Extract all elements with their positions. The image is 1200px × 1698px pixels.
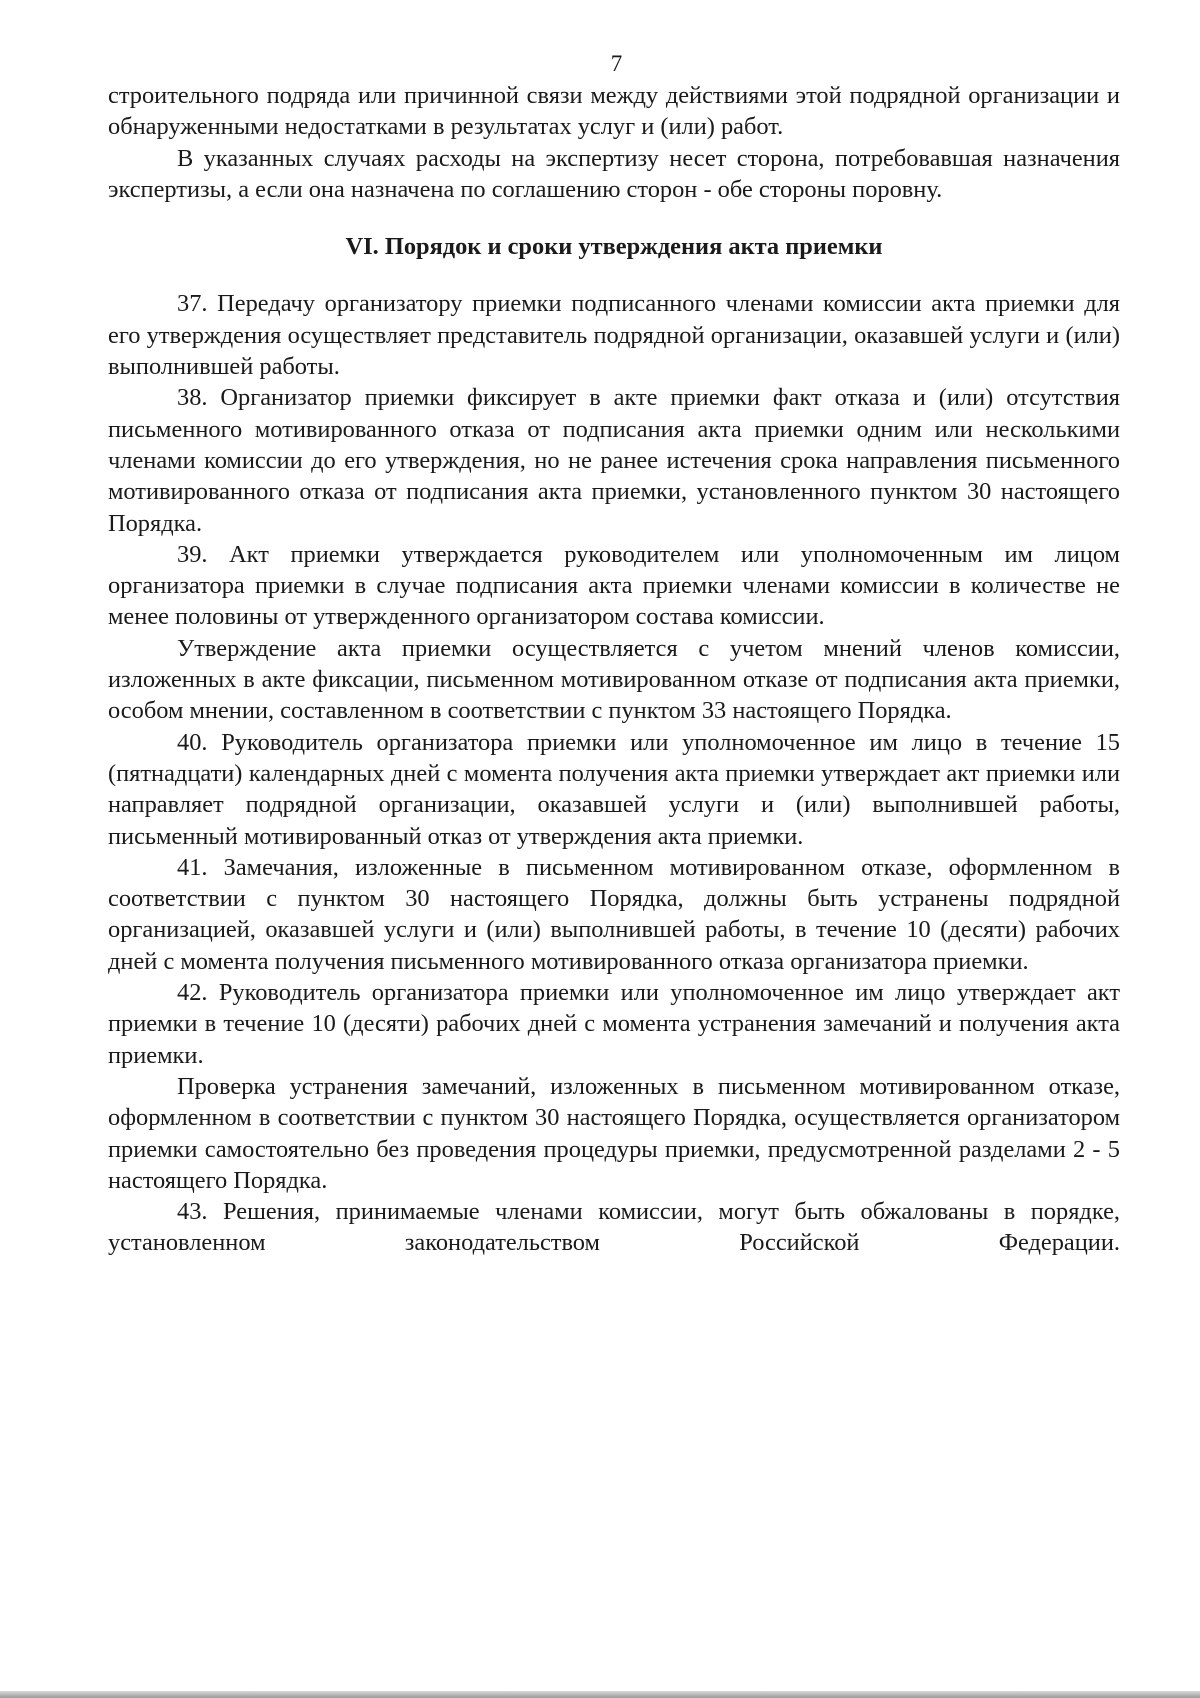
paragraph-37: 37. Передачу организатору приемки подписанного членами комиссии акта приемки для его утверждения осуществляет представитель подрядной организации, оказавшей услуги и (или) выполнившей работы.: [108, 290, 1120, 381]
paragraph-41: 41. Замечания, изложенные в письменном мотивированном отказе, оформленном в соответствии с пунктом 30 настоящего Порядка, должны быть устранены подрядной организацией, оказавшей услуги и (или) выполнившей работы, в течение 10 (десяти) рабочих дней с момента получения письменного мотивированного отказа организатора приемки.: [108, 853, 1120, 975]
paragraph-42-verification: Проверка устранения замечаний, изложенных в письменном мотивированном отказе, оформленном в соответствии с пунктом 30 настоящего Порядка, осуществляется организатором приемки самостоятельно без проведения процедуры приемки, предусмотренной разделами 2 - 5 настоящего Порядка.: [108, 1072, 1120, 1194]
scan-bottom-edge: [0, 1691, 1200, 1698]
section-heading: VI. Порядок и сроки утверждения акта приемки: [345, 233, 883, 261]
paragraph-39: 39. Акт приемки утверждается руководителем или уполномоченным им лицом организатора приемки в случае подписания акта приемки членами комиссии в количестве не менее половины от утвержденного организатором состава комиссии.: [108, 540, 1120, 631]
paragraph-continuation: строительного подряда или причинной связи между действиями этой подрядной организации и обнаруженными недостатками в результатах услуг и (или) работ.: [108, 82, 1120, 141]
paragraph-43: 43. Решения, принимаемые членами комиссии, могут быть обжалованы в порядке, установленном законодательством Российской Федерации.: [108, 1198, 1120, 1257]
paragraph-expertise-costs: В указанных случаях расходы на экспертизу несет сторона, потребовавшая назначения экспертизы, а если она назначена по соглашению сторон - обе стороны поровну.: [108, 144, 1120, 203]
paragraph-42: 42. Руководитель организатора приемки или уполномоченное им лицо утверждает акт приемки в течение 10 (десяти) рабочих дней с момента устранения замечаний и получения акта приемки.: [108, 979, 1120, 1069]
paragraph-40: 40. Руководитель организатора приемки или уполномоченное им лицо в течение 15 (пятнадцати) календарных дней с момента получения акта приемки утверждает акт приемки или направляет подрядной организации, оказавшей услуги и (или) выполнившей работы, письменный мотивированный отказ от утверждения акта приемки.: [108, 728, 1120, 850]
paragraph-38: 38. Организатор приемки фиксирует в акте приемки факт отказа и (или) отсутствия письменного мотивированного отказа от подписания акта приемки одним или несколькими членами комиссии до его утверждения, но не ранее истечения срока направления письменного мотивированного отказа от подписания акта приемки, установленного пунктом 30 настоящего Порядка.: [108, 384, 1120, 537]
paragraph-39-approval: Утверждение акта приемки осуществляется с учетом мнений членов комиссии, изложенных в акте фиксации, письменном мотивированном отказе от подписания акта приемки, особом мнении, составленном в соответствии с пунктом 33 настоящего Порядка.: [108, 634, 1120, 725]
page-number: 7: [610, 51, 623, 76]
document-body: [108, 80, 1120, 1259]
